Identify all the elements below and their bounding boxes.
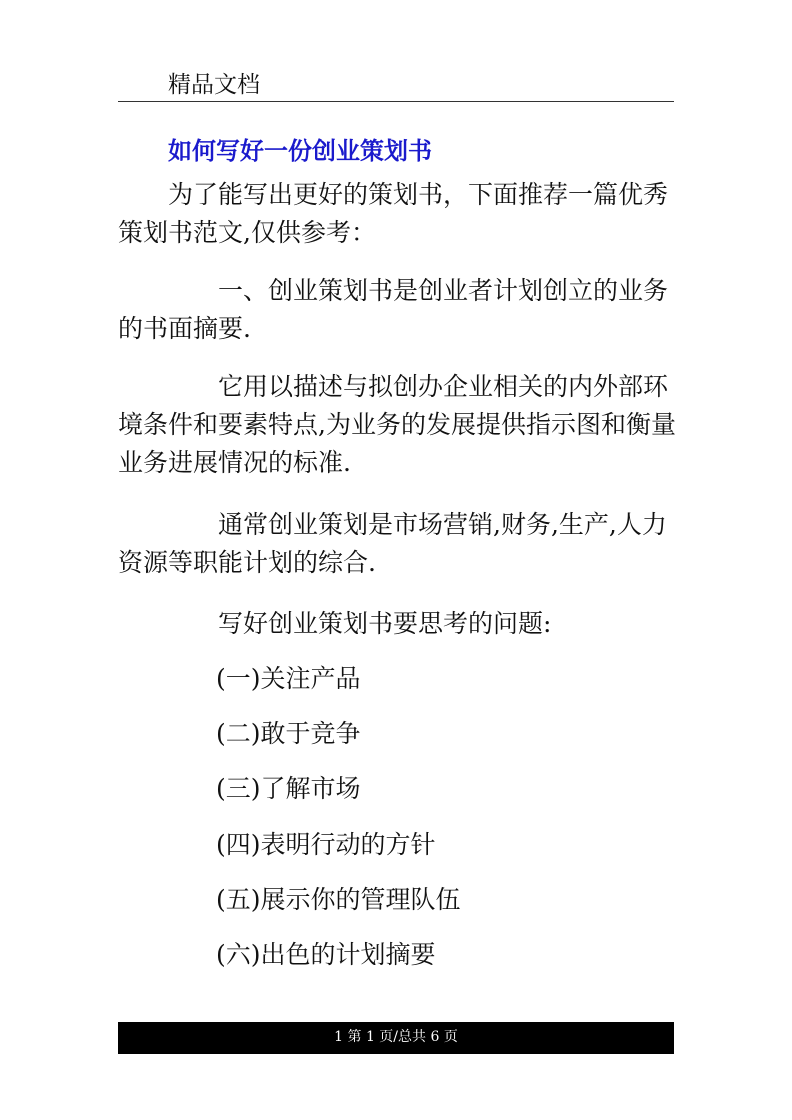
list-item: (二)敢于竞争 [216,719,361,748]
page-number: 1 第 1 页/总共 6 页 [334,1029,458,1045]
intro-paragraph: 为了能写出更好的策划书，下面推荐一篇优秀策划书范文,仅供参考： [118,180,669,247]
composition-paragraph: 通常创业策划是市场营销,财务,生产,人力资源等职能计划的综合. [118,510,667,577]
list-item: (六)出色的计划摘要 [216,940,436,969]
page-header: 精品文档 [168,72,260,98]
description-paragraph: 它用以描述与拟创办企业相关的内外部环境条件和要素特点,为业务的发展提供指示图和衡量业务进展情况的标准. [118,372,676,477]
document-title: 如何写好一份创业策划书 [168,136,432,165]
header-divider [118,101,674,102]
page-footer [118,1022,674,1054]
list-item: (四)表明行动的方针 [216,830,436,859]
list-item: (三)了解市场 [216,774,361,803]
questions-intro: 写好创业策划书要思考的问题: [218,609,552,638]
section-one-paragraph: 一、创业策划书是创业者计划创立的业务的书面摘要. [118,276,669,343]
list-item: (一)关注产品 [216,664,361,693]
list-item: (五)展示你的管理队伍 [216,885,461,914]
